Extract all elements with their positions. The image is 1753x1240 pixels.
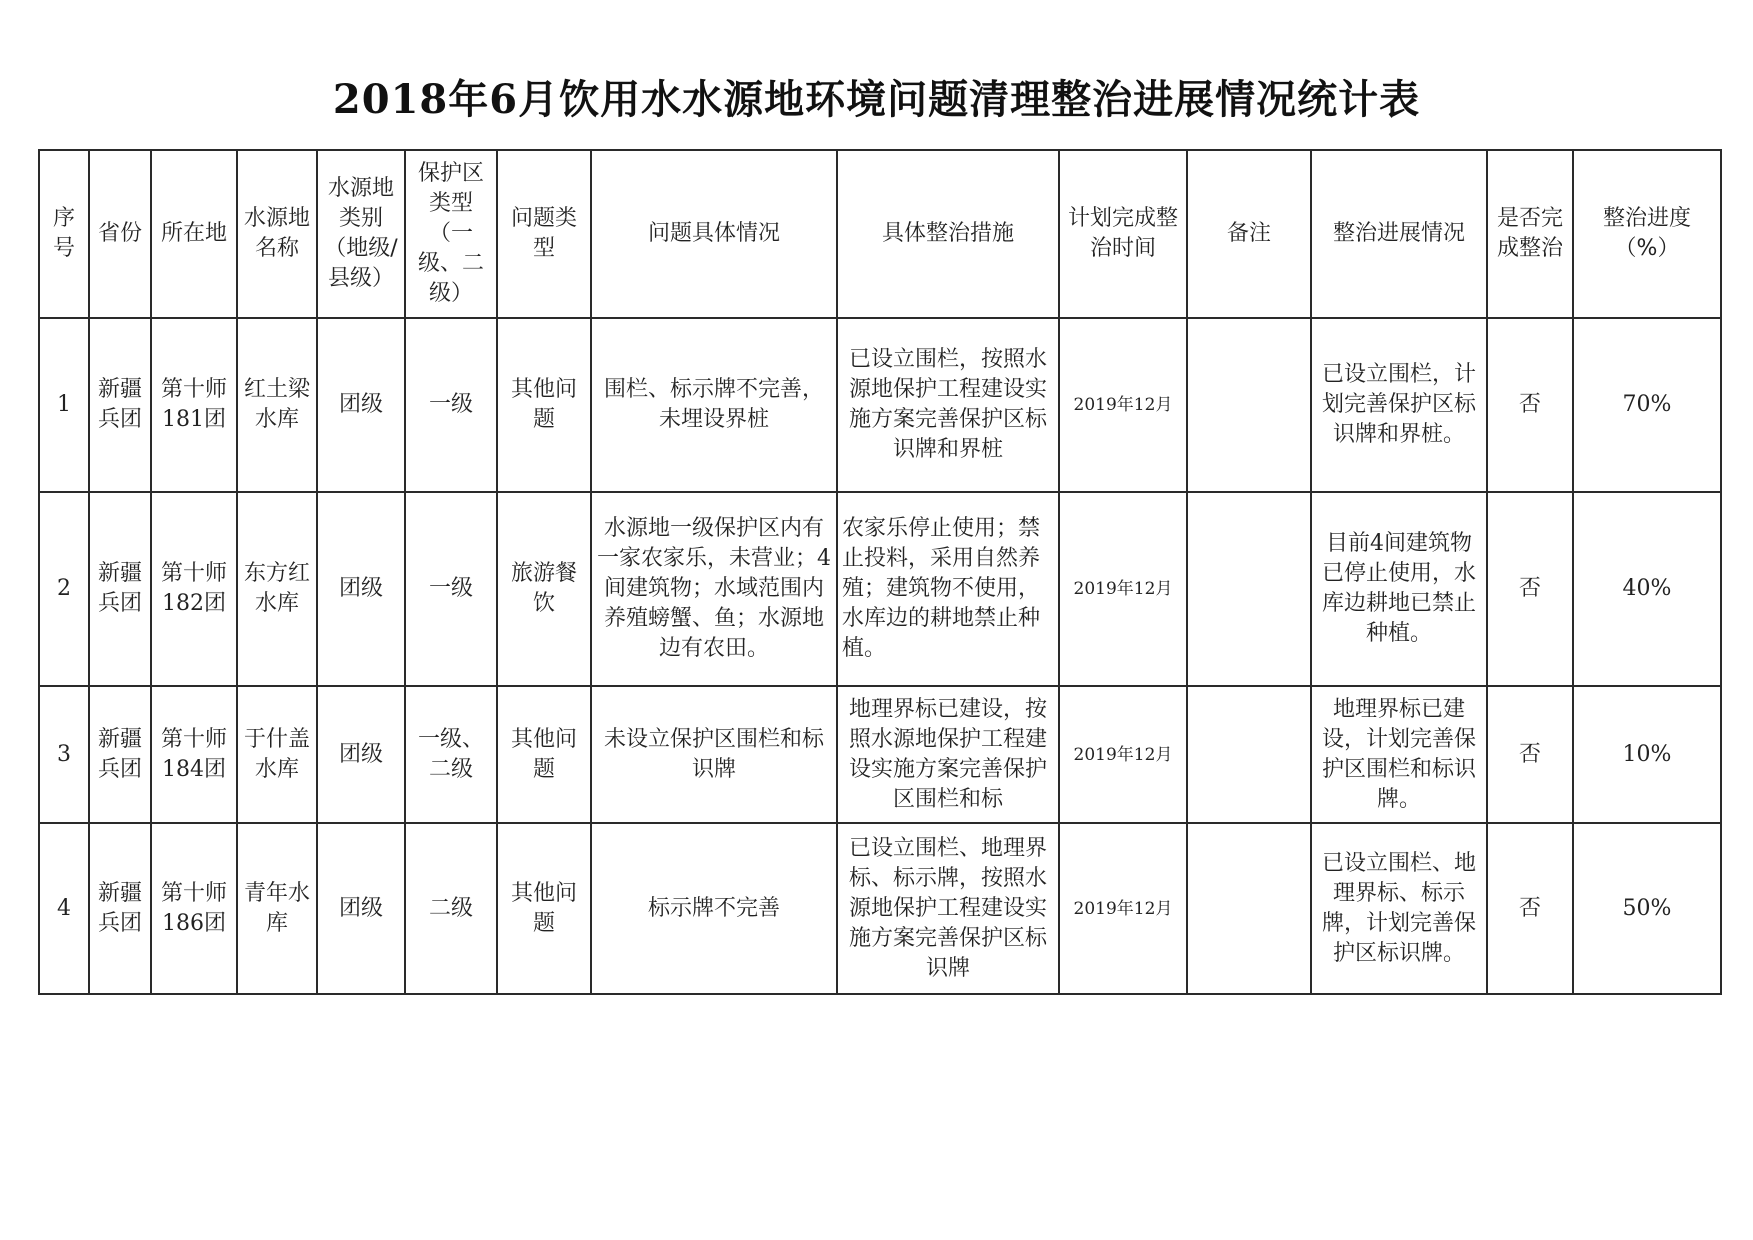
cell-source-type: 团级 — [317, 492, 405, 686]
cell-province: 新疆兵团 — [89, 492, 151, 686]
header-progress-detail: 整治进展情况 — [1311, 150, 1487, 318]
cell-location: 第十师181团 — [151, 318, 237, 492]
page-title: 2018年6月饮用水水源地环境问题清理整治进展情况统计表 — [332, 76, 1421, 123]
cell-measures: 已设立围栏，按照水源地保护工程建设实施方案完善保护区标识牌和界桩 — [837, 318, 1059, 492]
cell-zone-type: 一级 — [405, 492, 497, 686]
cell-problem-detail: 水源地一级保护区内有一家农家乐，未营业；4间建筑物；水域范围内养殖螃蟹、鱼；水源地边有农田。 — [591, 492, 837, 686]
cell-problem-type: 旅游餐饮 — [497, 492, 591, 686]
cell-measures: 农家乐停止使用；禁止投料，采用自然养殖；建筑物不使用，水库边的耕地禁止种植。 — [837, 492, 1059, 686]
cell-source-name: 红土梁水库 — [237, 318, 317, 492]
table-row — [39, 492, 1721, 686]
header-source-name: 水源地名称 — [237, 150, 317, 318]
cell-progress-pct: 40% — [1573, 492, 1721, 686]
progress-table — [38, 149, 1722, 995]
cell-progress-pct: 50% — [1573, 823, 1721, 994]
cell-problem-type: 其他问题 — [497, 318, 591, 492]
cell-remarks — [1187, 823, 1311, 994]
header-zone-type: 保护区类型（一级、二级） — [405, 150, 497, 318]
cell-location: 第十师182团 — [151, 492, 237, 686]
cell-measures: 已设立围栏、地理界标、标示牌，按照水源地保护工程建设实施方案完善保护区标识牌 — [837, 823, 1059, 994]
cell-source-name: 于什盖水库 — [237, 686, 317, 823]
cell-problem-detail: 围栏、标示牌不完善，未埋设界桩 — [591, 318, 837, 492]
cell-location: 第十师184团 — [151, 686, 237, 823]
cell-remarks — [1187, 686, 1311, 823]
cell-location: 第十师186团 — [151, 823, 237, 994]
header-province: 省份 — [89, 150, 151, 318]
cell-seq: 4 — [39, 823, 89, 994]
cell-measures: 地理界标已建设，按照水源地保护工程建设实施方案完善保护区围栏和标 — [837, 686, 1059, 823]
cell-source-type: 团级 — [317, 318, 405, 492]
cell-province: 新疆兵团 — [89, 318, 151, 492]
cell-seq: 3 — [39, 686, 89, 823]
cell-problem-type: 其他问题 — [497, 686, 591, 823]
cell-source-type: 团级 — [317, 686, 405, 823]
cell-problem-type: 其他问题 — [497, 823, 591, 994]
header-seq: 序号 — [39, 150, 89, 318]
cell-planned-time: 2019年12月 — [1059, 492, 1187, 686]
cell-province: 新疆兵团 — [89, 686, 151, 823]
header-completed: 是否完成整治 — [1487, 150, 1573, 318]
cell-planned-time: 2019年12月 — [1059, 686, 1187, 823]
cell-problem-detail: 未设立保护区围栏和标识牌 — [591, 686, 837, 823]
cell-zone-type: 一级 — [405, 318, 497, 492]
header-measures: 具体整治措施 — [837, 150, 1059, 318]
table-row — [39, 686, 1721, 823]
cell-completed: 否 — [1487, 686, 1573, 823]
header-row — [39, 150, 1721, 318]
cell-progress-detail: 已设立围栏、地理界标、标示牌，计划完善保护区标识牌。 — [1311, 823, 1487, 994]
cell-planned-time: 2019年12月 — [1059, 823, 1187, 994]
header-problem-type: 问题类型 — [497, 150, 591, 318]
table-row — [39, 823, 1721, 994]
cell-remarks — [1187, 492, 1311, 686]
header-planned-time: 计划完成整治时间 — [1059, 150, 1187, 318]
cell-remarks — [1187, 318, 1311, 492]
cell-completed: 否 — [1487, 318, 1573, 492]
cell-progress-detail: 已设立围栏，计划完善保护区标识牌和界桩。 — [1311, 318, 1487, 492]
cell-seq: 1 — [39, 318, 89, 492]
cell-completed: 否 — [1487, 823, 1573, 994]
header-progress-pct: 整治进度（%） — [1573, 150, 1721, 318]
cell-progress-pct: 10% — [1573, 686, 1721, 823]
header-location: 所在地 — [151, 150, 237, 318]
cell-progress-detail: 地理界标已建设，计划完善保护区围栏和标识牌。 — [1311, 686, 1487, 823]
cell-progress-detail: 目前4间建筑物已停止使用，水库边耕地已禁止种植。 — [1311, 492, 1487, 686]
cell-completed: 否 — [1487, 492, 1573, 686]
header-problem-detail: 问题具体情况 — [591, 150, 837, 318]
cell-source-name: 青年水库 — [237, 823, 317, 994]
cell-planned-time: 2019年12月 — [1059, 318, 1187, 492]
header-remarks: 备注 — [1187, 150, 1311, 318]
cell-zone-type: 一级、二级 — [405, 686, 497, 823]
cell-source-type: 团级 — [317, 823, 405, 994]
cell-seq: 2 — [39, 492, 89, 686]
cell-progress-pct: 70% — [1573, 318, 1721, 492]
table-row — [39, 318, 1721, 492]
cell-province: 新疆兵团 — [89, 823, 151, 994]
header-source-type: 水源地类别（地级/县级） — [317, 150, 405, 318]
cell-problem-detail: 标示牌不完善 — [591, 823, 837, 994]
cell-source-name: 东方红水库 — [237, 492, 317, 686]
cell-zone-type: 二级 — [405, 823, 497, 994]
